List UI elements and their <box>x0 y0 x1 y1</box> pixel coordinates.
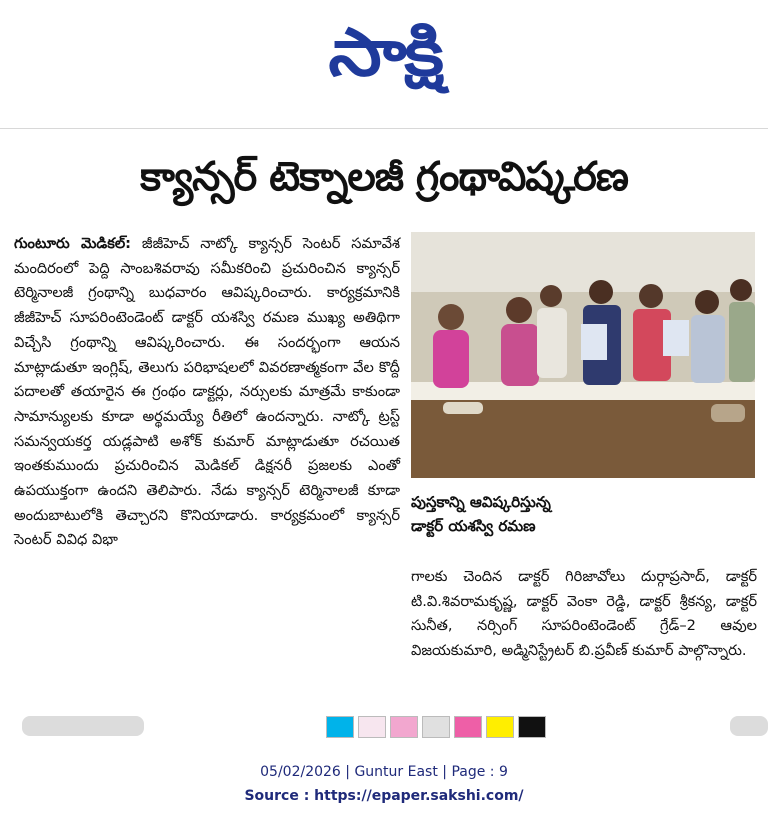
horizontal-scrollbar-left[interactable] <box>22 716 144 736</box>
color-swatch <box>390 716 418 738</box>
article-text-right: గాలకు చెందిన డాక్టర్ గిరిజావోలు దుర్గాప్రసాద్, డాక్టర్ టి.వి.శివరామకృష్ణ, డాక్టర్ వెంకా రెడ్డి, డాక్టర్ శ్రీకన్య, డాక్టర్ సునీత, నర్సింగ్ సూపరింటెండెంట్ గ్రేడ్–2 ఆవుల విజయకుమారి, అడ్మినిస్ట్రేటర్ బి.ప్రవీణ్ కుమార్ పాల్గొన్నారు. <box>411 568 757 660</box>
sakshi-logo: సాక్షి <box>328 14 442 91</box>
article-text-left: జీజీహెచ్ నాట్కో క్యాన్సర్ సెంటర్ సమావేశ మందిరంలో పెద్ది సాంబశివరావు సమీకరించి ప్రచురించిన క్యాన్సర్ టెర్మినాలజీ గ్రంథాన్ని బుధవారం ఆవిష్కరించారు. కార్యక్రమానికి జీజీహెచ్ సూపరింటెండెంట్ డాక్టర్ యశస్వి రమణ ముఖ్య అతిథిగా విచ్చేసి గ్రంథాన్ని ఆవిష్కరించారు. ఈ సందర్భంగా ఆయన మాట్లాడుతూ ఇంగ్లిష్, తెలుగు పరిభాషలలో వివరణాత్మకంగా వేల కొద్దీ పదాలతో తయారైన ఈ గ్రంథం డాక్టర్లు, నర్సులకు మాత్రమే కాకుండా సామాన్యులకు కూడా అర్థమయ్యే రీతిలో ఉందన్నారు. నాట్కో ట్రస్ట్ సమన్వయకర్త యడ్లపాటి అశోక్ కుమార్ మాట్లాడుతూ రచయిత ఇంతకుముందు ప్రచురించిన మెడికల్ డిక్షనరీ ప్రజలకు ఎంతో ఉపయుక్తంగా ఉందని తెలిపారు. నేడు క్యాన్సర్ టెర్మినాలజీ కూడా అందుబాటులోకి తెచ్చారని కొనియాడారు. కార్యక్రమంలో క్యాన్సర్ సెంటర్ వివిధ విభా <box>14 235 401 549</box>
color-swatch <box>358 716 386 738</box>
color-swatch <box>518 716 546 738</box>
footer-edition-info: 05/02/2026 | Guntur East | Page : 9 <box>260 764 508 780</box>
color-swatch <box>422 716 450 738</box>
article-photo <box>411 232 755 478</box>
photo-caption <box>411 490 755 538</box>
page-footer <box>0 760 768 808</box>
photo-illustration <box>411 232 755 478</box>
color-swatch <box>326 716 354 738</box>
horizontal-scrollbar-right[interactable] <box>730 716 768 736</box>
article-body-left <box>14 232 400 702</box>
footer-source: Source : https://epaper.sakshi.com/ <box>244 788 524 804</box>
color-swatch <box>454 716 482 738</box>
article-dateline: గుంటూరు మెడికల్: <box>14 235 132 252</box>
caption-line-2: డాక్టర్ యశస్వి రమణ <box>411 517 536 535</box>
article-headline: క్యాన్సర్ టెక్నాలజీ గ్రంథావిష్కరణ <box>140 154 628 200</box>
caption-line-1: పుస్తకాన్ని ఆవిష్కరిస్తున్న <box>411 493 551 511</box>
color-swatch <box>486 716 514 738</box>
article-body-right <box>411 565 757 664</box>
masthead <box>0 0 768 100</box>
